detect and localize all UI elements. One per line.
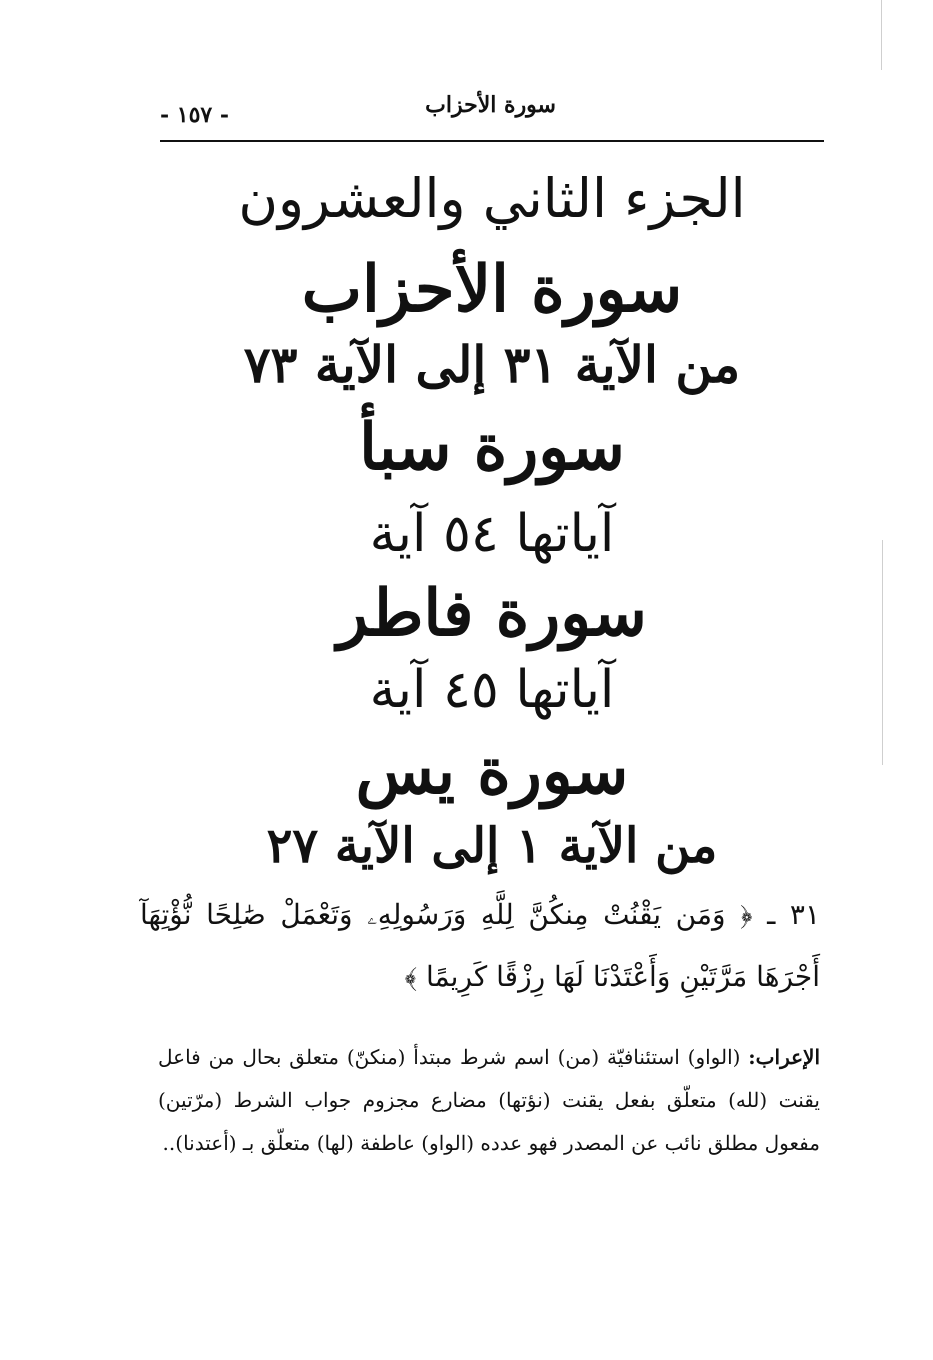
scan-artifact-line (881, 0, 882, 70)
page-header (160, 92, 824, 142)
surah-title-ahzab: سورة الأحزاب (301, 252, 683, 327)
irab-text: (الواو) استئنافيّة (من) اسم شرط مبتدأ (منكنّ) متعلق بحال من فاعل يقنت (لله) متعلّق بفعل يقنت (نؤتها) مضارع مجزوم جواب الشرط (مرّتين) مفعول مطلق نائب عن المصدر فهو عدده (الواو) عاطفة (لها) متعلّق بـ (أعتدنا).. (158, 1045, 820, 1155)
surah-title-fatir: سورة فاطر (337, 576, 647, 651)
running-header-title: سورة الأحزاب (425, 92, 556, 118)
ayah-count-saba: آياتها ٥٤ آية (369, 504, 615, 564)
irab-paragraph (158, 1036, 820, 1165)
ayah-range-ahzab: من الآية ٣١ إلى الآية ٧٣ (243, 335, 741, 394)
irab-label: الإعراب: (748, 1045, 820, 1069)
quran-verse: ٣١ ـ ﴿ وَمَن يَقْنُتْ مِنكُنَّ لِلَّهِ وَرَسُولِهِۦ وَتَعْمَلْ صَٰلِحًا نُّؤْتِهَآ أَجْرَهَا مَرَّتَيْنِ وَأَعْتَدْنَا لَهَا رِزْقًا كَرِيمًا ﴾ (140, 898, 820, 993)
ayah-count-fatir: آياتها ٤٥ آية (369, 660, 615, 720)
ayah-range-yasin: من الآية ١ إلى الآية ٢٧ (266, 818, 718, 874)
scan-artifact-line (882, 540, 883, 765)
page-number: - ١٥٧ - (160, 102, 230, 128)
surah-title-yasin: سورة يس (355, 734, 629, 809)
juz-title: الجزء الثاني والعشرون (238, 167, 746, 230)
surah-title-saba: سورة سبأ (359, 410, 625, 485)
header-rule (160, 140, 824, 142)
